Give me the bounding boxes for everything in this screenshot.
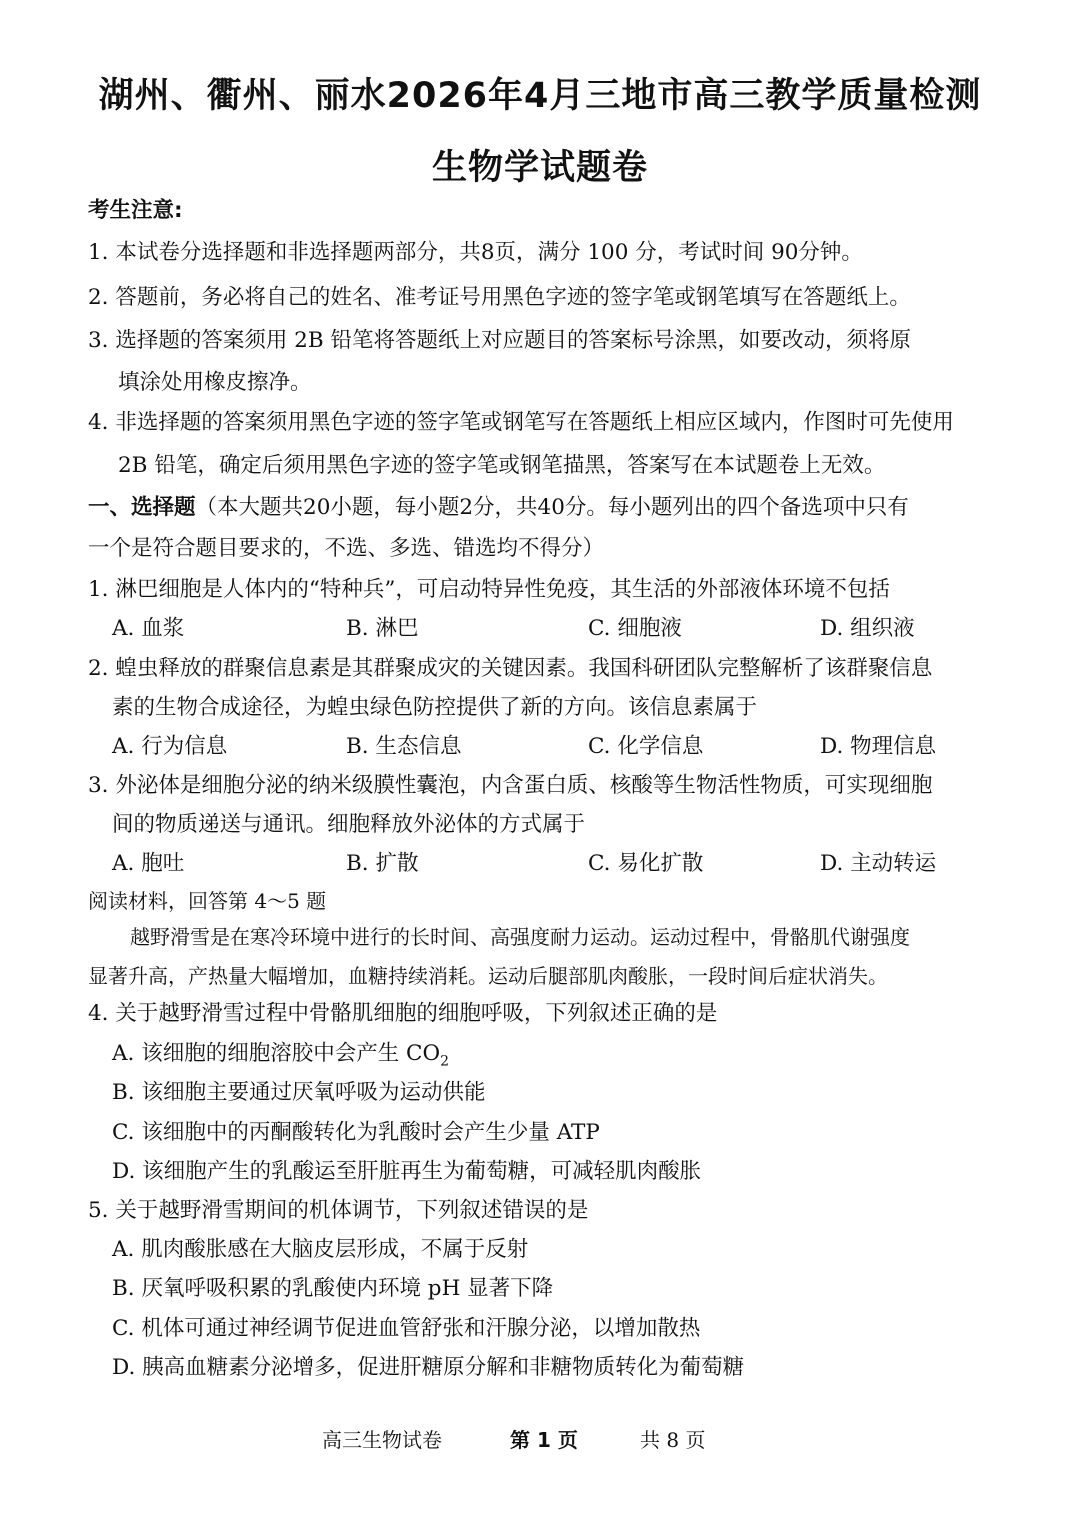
question-1-option-d: D. 组织液	[820, 616, 915, 641]
notice-item-2: 2. 答题前，务必将自己的姓名、准考证号用黑色字迹的签字笔或钢笔填写在答题纸上。	[88, 285, 911, 310]
footer-total-pages: 共 8 页	[640, 1428, 706, 1452]
exam-subtitle: 生物学试题卷	[431, 148, 648, 188]
exam-title: 湖州、衢州、丽水2026年4月三地市高三教学质量检测	[98, 76, 982, 116]
question-4-option-c: C. 该细胞中的丙酮酸转化为乳酸时会产生少量 ATP	[112, 1120, 600, 1145]
question-4-option-b: B. 该细胞主要通过厌氧呼吸为运动供能	[112, 1080, 486, 1105]
section-desc: （本大题共20小题，每小题2分，共40分。每小题列出的四个备选项中只有	[195, 495, 909, 520]
question-3-option-a: A. 胞吐	[112, 851, 185, 876]
section-heading	[88, 493, 909, 523]
question-3-option-d: D. 主动转运	[820, 851, 937, 876]
footer-subject: 高三生物试卷	[322, 1428, 442, 1452]
question-4-option-d: D. 该细胞产生的乳酸运至肝脏再生为葡萄糖，可减轻肌肉酸胀	[112, 1159, 702, 1184]
notice-item-3: 3. 选择题的答案须用 2B 铅笔将答题纸上对应题目的答案标号涂黑，如要改动，须将原	[88, 328, 911, 353]
material-intro: 阅读材料，回答第 4～5 题	[88, 889, 327, 913]
footer-page-number: 第 1 页	[510, 1428, 578, 1452]
question-2-option-c: C. 化学信息	[588, 734, 704, 759]
subscript: 2	[440, 1053, 450, 1070]
question-1-option-c: C. 细胞液	[588, 616, 682, 641]
question-2-option-d: D. 物理信息	[820, 734, 937, 759]
notice-item-3-cont: 填涂处用橡皮擦净。	[118, 370, 312, 395]
notice-item-1: 1. 本试卷分选择题和非选择题两部分，共8页，满分 100 分，考试时间 90分钟。	[88, 240, 863, 265]
question-2-option-b: B. 生态信息	[346, 734, 462, 759]
question-2-stem-cont: 素的生物合成途径，为蝗虫绿色防控提供了新的方向。该信息素属于	[112, 695, 758, 720]
question-5-option-a: A. 肌肉酸胀感在大脑皮层形成，不属于反射	[112, 1237, 529, 1262]
notice-item-4: 4. 非选择题的答案须用黑色字迹的签字笔或钢笔写在答题纸上相应区域内，作图时可先使用	[88, 410, 954, 435]
question-2-option-a: A. 行为信息	[112, 734, 228, 759]
question-3-stem-cont: 间的物质递送与通讯。细胞释放外泌体的方式属于	[112, 812, 586, 837]
material-paragraph: 越野滑雪是在寒冷环境中进行的长时间、高强度耐力运动。运动过程中，骨骼肌代谢强度	[130, 925, 910, 949]
question-1-option-b: B. 淋巴	[346, 616, 419, 641]
question-1-stem: 1. 淋巴细胞是人体内的“特种兵”，可启动特异性免疫，其生活的外部液体环境不包括	[88, 577, 890, 602]
material-paragraph-cont: 显著升高，产热量大幅增加，血糖持续消耗。运动后腿部肌肉酸胀，一段时间后症状消失。	[88, 964, 888, 988]
question-3-option-b: B. 扩散	[346, 851, 419, 876]
question-4-option-a	[112, 1039, 449, 1076]
question-5-option-d: D. 胰高血糖素分泌增多，促进肝糖原分解和非糖物质转化为葡萄糖	[112, 1355, 745, 1380]
question-5-option-b: B. 厌氧呼吸积累的乳酸使内环境 pH 显著下降	[112, 1276, 554, 1301]
question-1-option-a: A. 血浆	[112, 616, 185, 641]
notice-item-4-cont: 2B 铅笔，确定后须用黑色字迹的签字笔或钢笔描黑，答案写在本试题卷上无效。	[118, 453, 886, 478]
question-5-stem: 5. 关于越野滑雪期间的机体调节，下列叙述错误的是	[88, 1198, 589, 1223]
question-4-option-a-text: A. 该细胞的细胞溶胶中会产生 CO	[112, 1041, 441, 1066]
question-3-stem: 3. 外泌体是细胞分泌的纳米级膜性囊泡，内含蛋白质、核酸等生物活性物质，可实现细胞	[88, 773, 933, 798]
section-label: 一、选择题	[88, 495, 196, 520]
question-3-option-c: C. 易化扩散	[588, 851, 704, 876]
section-desc-cont: 一个是符合题目要求的，不选、多选、错选均不得分）	[88, 536, 605, 561]
question-4-stem: 4. 关于越野滑雪过程中骨骼肌细胞的细胞呼吸，下列叙述正确的是	[88, 1001, 718, 1026]
question-5-option-c: C. 机体可通过神经调节促进血管舒张和汗腺分泌，以增加散热	[112, 1316, 701, 1341]
question-2-stem: 2. 蝗虫释放的群聚信息素是其群聚成灾的关键因素。我国科研团队完整解析了该群聚信息	[88, 656, 933, 681]
notice-heading: 考生注意:	[88, 198, 183, 223]
